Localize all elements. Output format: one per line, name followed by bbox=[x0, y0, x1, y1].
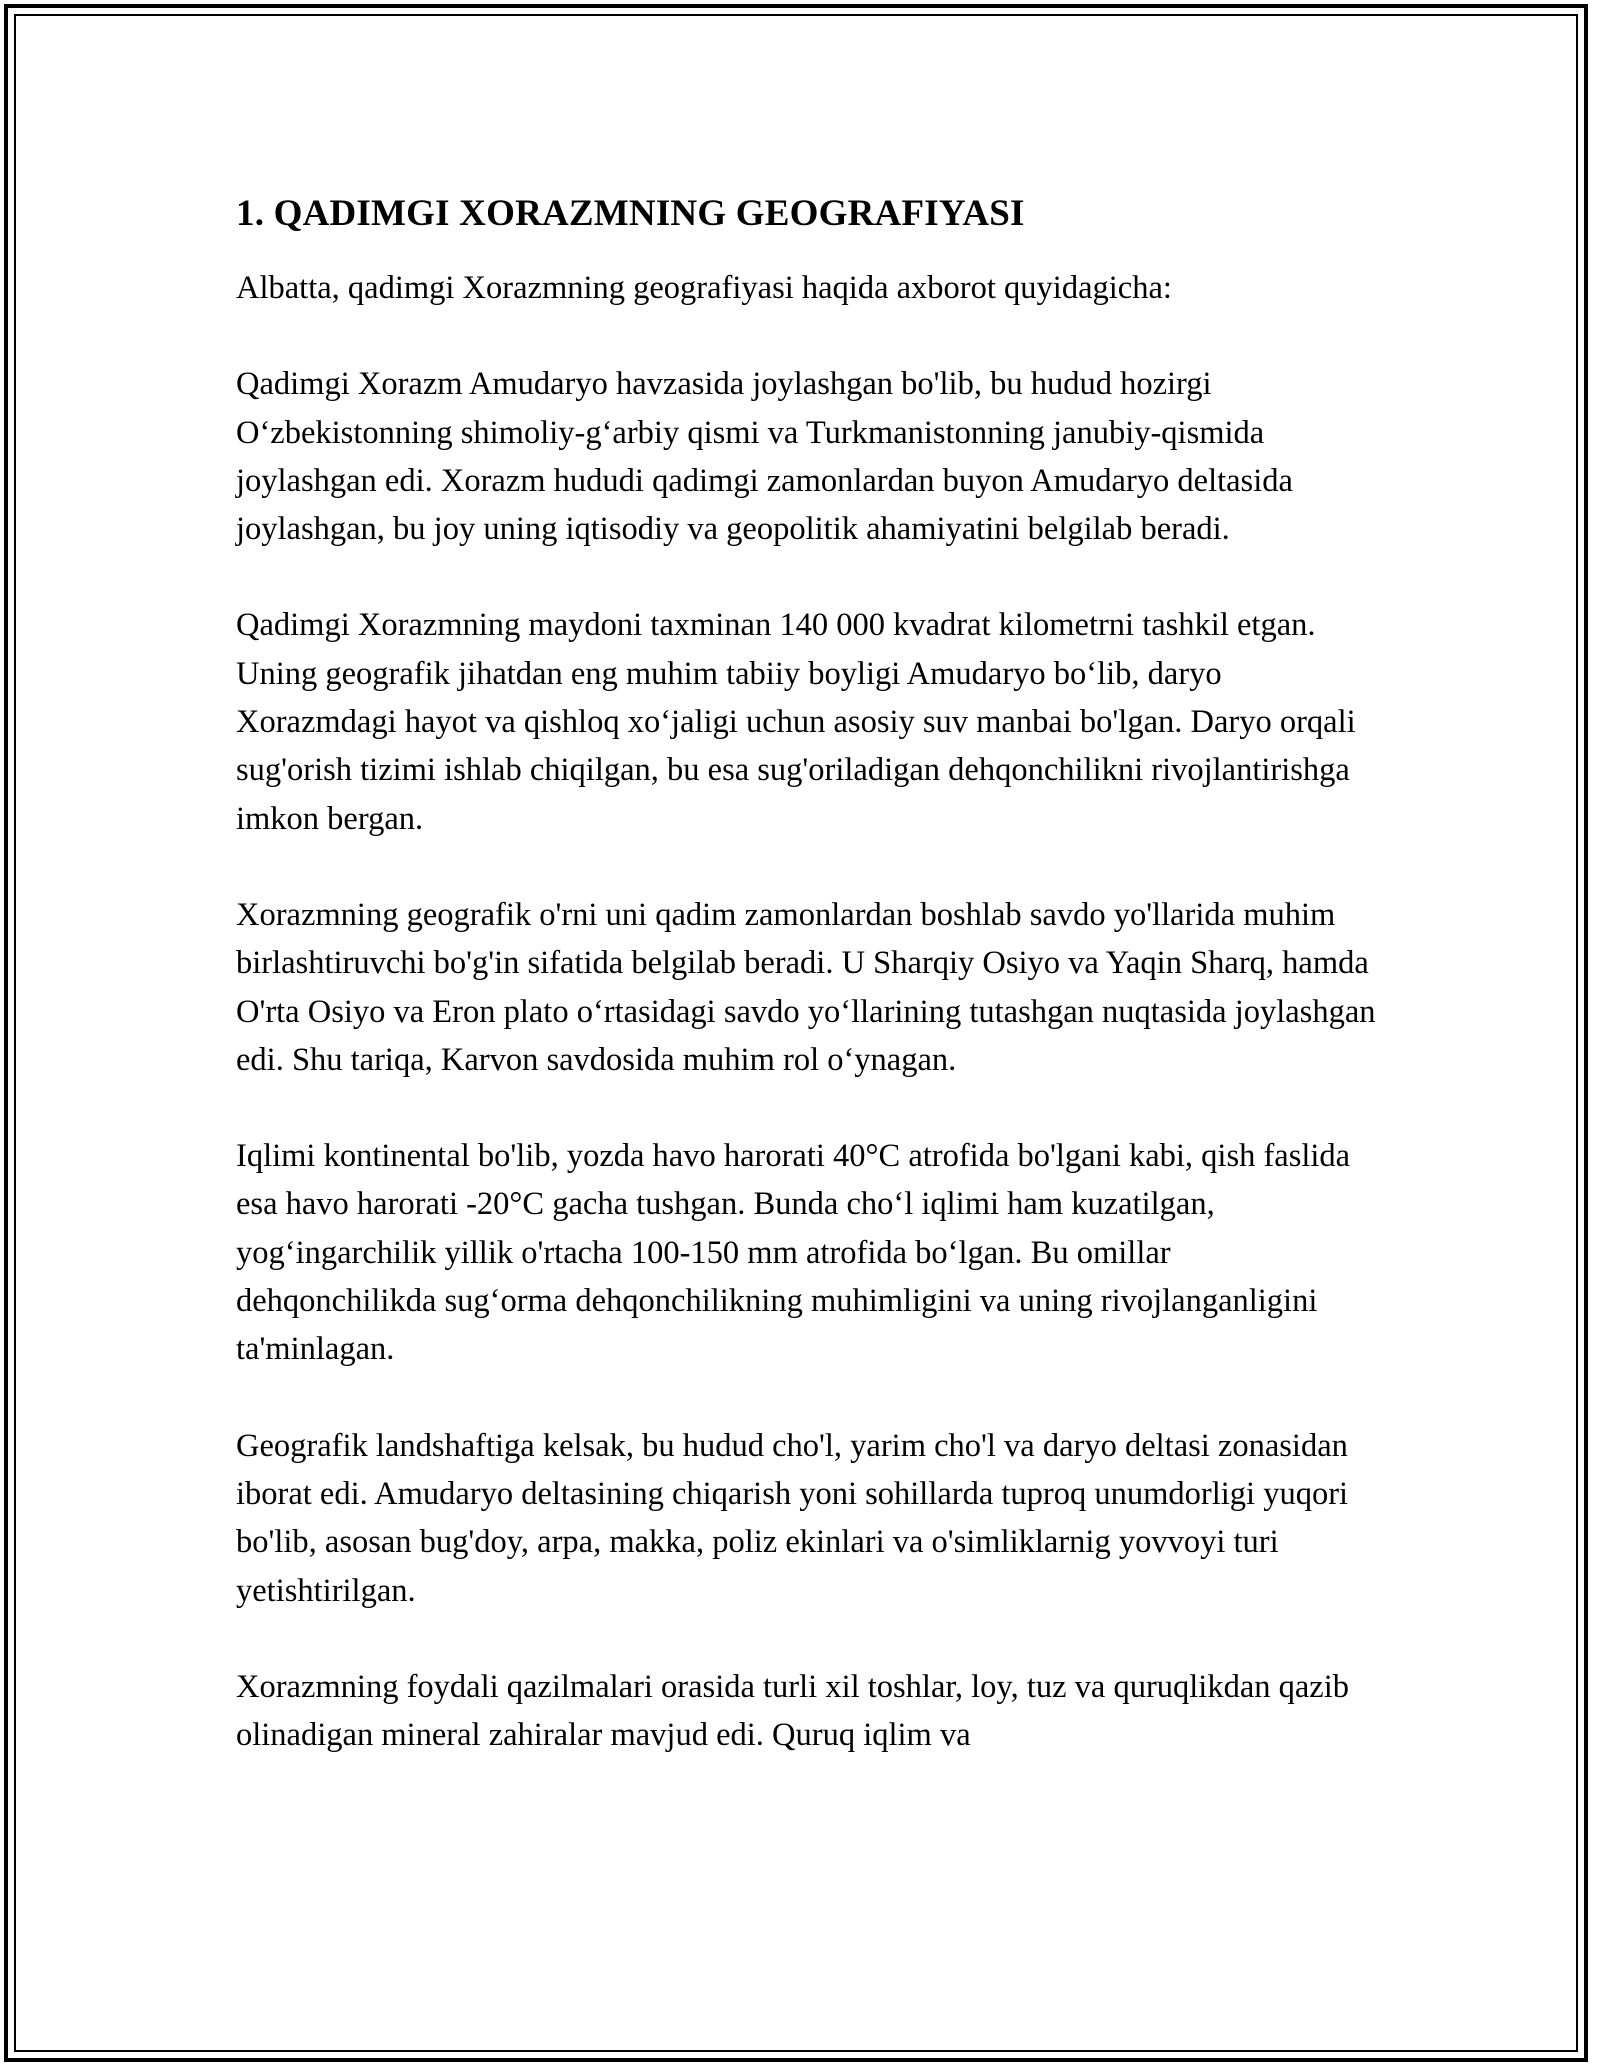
paragraph-trade-routes: Xorazmning geografik o'rni uni qadim zamonlardan boshlab savdo yo'llarida muhim birlashtiruvchi bo'g'in sifatida belgilab beradi. U Sharqiy Osiyo va Yaqin Sharq, hamda O'rta Osiyo va Eron plato o‘rtasidagi savdo yo‘llarining tutashgan nuqtasida joylashgan edi. Shu tariqa, Karvon savdosida muhim rol o‘ynagan. bbox=[236, 896, 1376, 1078]
paragraph-minerals: Xorazmning foydali qazilmalari orasida turli xil toshlar, loy, tuz va quruqlikdan qazib olinadigan mineral zahiralar mavjud edi. Quruq iqlim va bbox=[236, 1668, 1350, 1754]
paragraph-landscape: Geografik landshaftiga kelsak, bu hudud cho'l, yarim cho'l va daryo deltasi zonasidan iborat edi. Amudaryo deltasining chiqarish yoni sohillarda tuproq unumdorligi yuqori bo'lib, asosan bug'doy, arpa, makka, poliz ekinlari va o'simliklarnig yovvoyi turi yetishtirilgan. bbox=[236, 1427, 1349, 1609]
paragraph-intro: Albatta, qadimgi Xorazmning geografiyasi haqida axborot quyidagicha: bbox=[236, 270, 1172, 306]
paragraph-climate: Iqlimi kontinental bo'lib, yozda havo harorati 40°C atrofida bo'lgani kabi, qish faslida esa havo harorati -20°C gacha tushgan. Bunda cho‘l iqlimi ham kuzatilgan, yog‘ingarchilik yillik o'rtacha 100-150 mm atrofida bo‘lgan. Bu omillar dehqonchilikda sug‘orma dehqonchilikning muhimligini va uning rivojlanganligini ta'minlagan. bbox=[236, 1138, 1351, 1368]
paragraph-area: Qadimgi Xorazmning maydoni taxminan 140 000 kvadrat kilometrni tashkil etgan. Uning geografik jihatdan eng muhim tabiiy boyligi Amudaryo bo‘lib, daryo Xorazmdagi hayot va qishloq xo‘jaligi uchun asosiy suv manbai bo'lgan. Daryo orqali sug'orish tizimi ishlab chiqilgan, bu esa sug'oriladigan dehqonchilikni rivojlantirishga imkon bergan. bbox=[236, 607, 1356, 837]
document-body bbox=[236, 188, 1376, 1807]
document-title: 1. QADIMGI XORAZMNING GEOGRAFIYASI bbox=[236, 193, 1025, 234]
paragraph-location: Qadimgi Xorazm Amudaryo havzasida joylashgan bo'lib, bu hudud hozirgi O‘zbekistonning shimoliy-g‘arbiy qismi va Turkmanistonning janubiy-qismida joylashgan edi. Xorazm hududi qadimgi zamonlardan buyon Amudaryo deltasida joylashgan, bu joy uning iqtisodiy va geopolitik ahamiyatini belgilab beradi. bbox=[236, 366, 1293, 548]
